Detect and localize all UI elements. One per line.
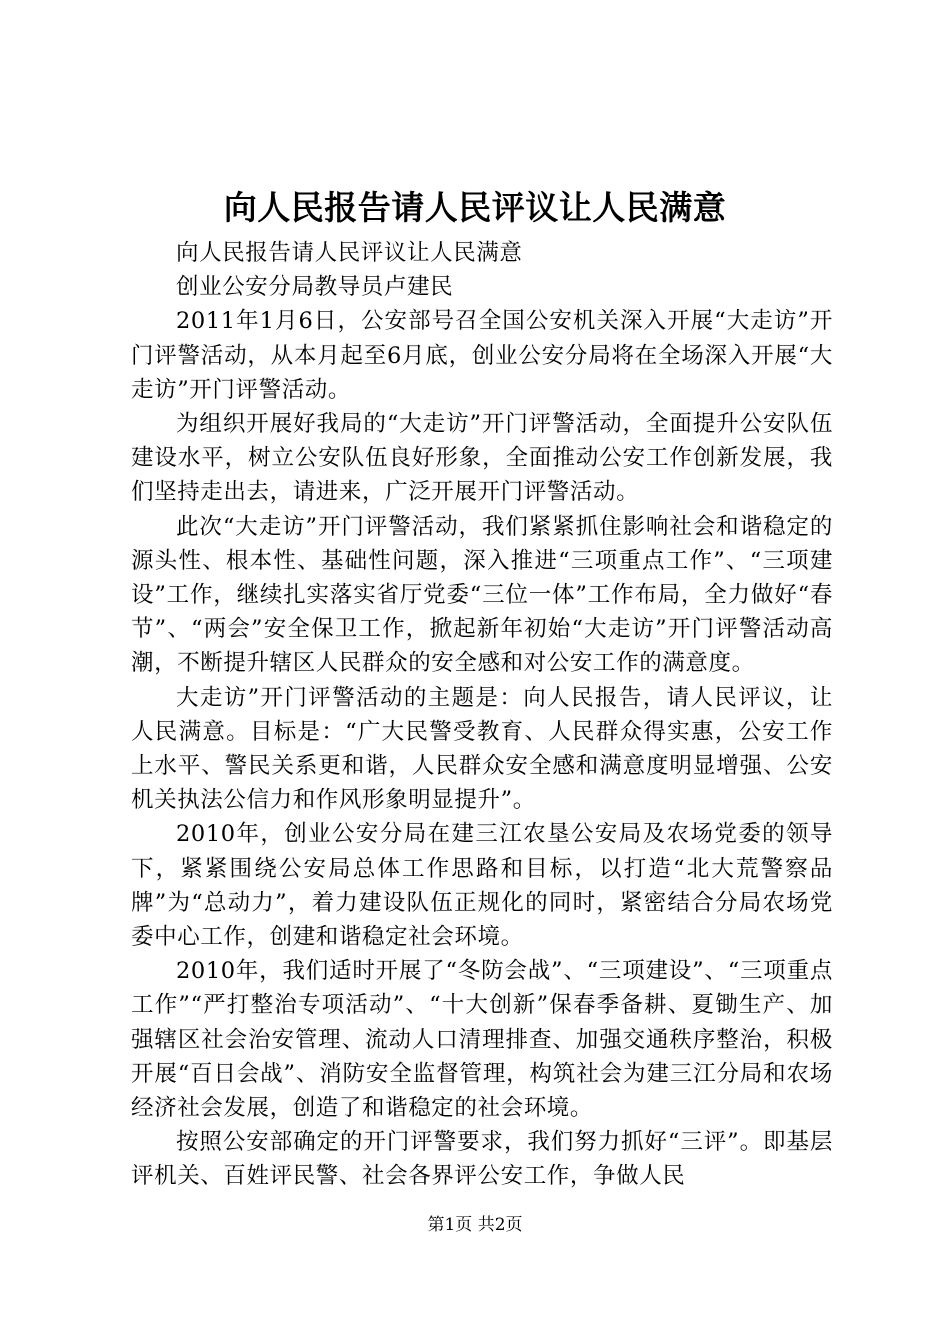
document-body bbox=[131, 236, 833, 1194]
paragraph: 大走访”开门评警活动的主题是：向人民报告，请人民评议，让人民满意。目标是：“广大民警受教育、人民群众得实惠，公安工作上水平、警民关系更和谐，人民群众安全感和满意度明显增强、公安机关执法公信力和作风形象明显提升”。 bbox=[131, 684, 833, 814]
paragraph-author: 创业公安分局教导员卢建民 bbox=[176, 274, 454, 301]
paragraph: 为组织开展好我局的“大走访”开门评警活动，全面提升公安队伍建设水平，树立公安队伍良好形象，全面推动公安工作创新发展，我们坚持走出去，请进来，广泛开展开门评警活动。 bbox=[131, 411, 833, 506]
document-title: 向人民报告请人民评议让人民满意 bbox=[223, 188, 727, 227]
paragraph: 2010年，我们适时开展了“冬防会战”、“三项建设”、“三项重点工作”“严打整治专项活动”、“十大创新”保春季备耕、夏锄生产、加强辖区社会治安管理、流动人口清理排查、加强交通秩序整治，积极开展“百日会战”、消防安全监督管理，构筑社会为建三江分局和农场经济社会发展，创造了和谐稳定的社会环境。 bbox=[131, 958, 833, 1122]
paragraph: 此次“大走访”开门评警活动，我们紧紧抓住影响社会和谐稳定的源头性、根本性、基础性问题，深入推进“三项重点工作”、“三项建设”工作，继续扎实落实省厅党委“三位一体”工作布局，全力做好“春节”、“两会”安全保卫工作，掀起新年初始“大走访”开门评警活动高潮，不断提升辖区人民群众的安全感和对公安工作的满意度。 bbox=[131, 513, 833, 677]
paragraph-subtitle: 向人民报告请人民评议让人民满意 bbox=[176, 240, 523, 266]
paragraph: 按照公安部确定的开门评警要求，我们努力抓好“三评”。即基层评机关、百姓评民警、社会各界评公安工作，争做人民 bbox=[131, 1129, 833, 1190]
paragraph: 2011年1月6日，公安部号召全国公安机关深入开展“大走访”开门评警活动，从本月起至6月底，创业公安分局将在全场深入开展“大走访”开门评警活动。 bbox=[131, 308, 833, 403]
paragraph: 2010年，创业公安分局在建三江农垦公安局及农场党委的领导下，紧紧围绕公安局总体工作思路和目标，以打造“北大荒警察品牌”为“总动力”，着力建设队伍正规化的同时，紧密结合分局农场党委中心工作，创建和谐稳定社会环境。 bbox=[131, 821, 833, 951]
page-number-footer: 第1页 共2页 bbox=[427, 1215, 523, 1235]
